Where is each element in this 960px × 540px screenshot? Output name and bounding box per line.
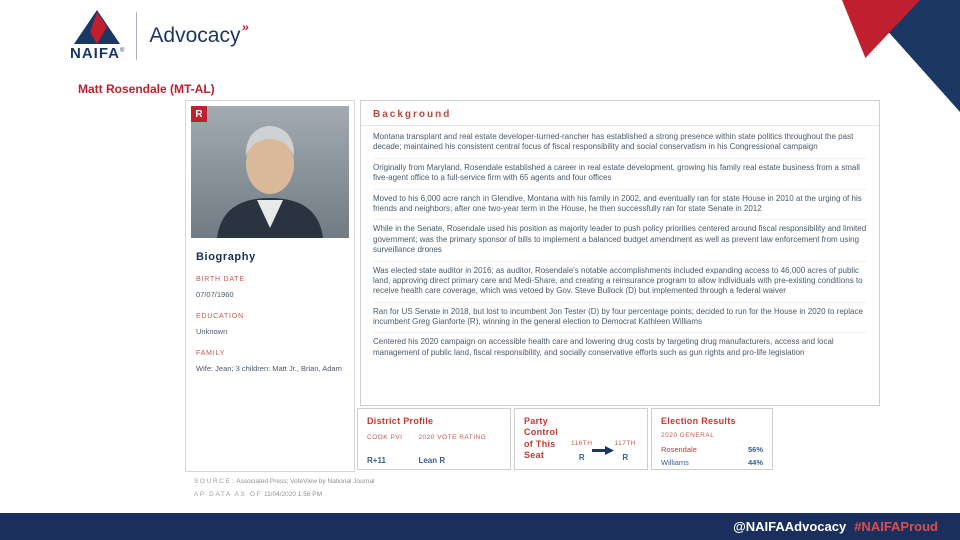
- registered-mark: ®: [120, 48, 125, 54]
- cook-pvi-stat: [367, 434, 402, 465]
- bio-value: 07/07/1960: [196, 290, 234, 299]
- vote-rating-stat: [418, 434, 486, 465]
- background-heading: Background: [361, 101, 879, 126]
- background-paragraph: Originally from Maryland, Rosendale established a career in real estate development, growing his family real estate business from a small five-agent office to a full-service firm with 65 agents and four offices: [373, 159, 867, 190]
- congress-117-label: 117TH: [614, 440, 636, 448]
- source-value: Associated Press; VoteView by National Journal: [236, 478, 375, 485]
- election-results-box: [651, 408, 773, 470]
- party-control-heading: Party Control of This Seat: [524, 416, 559, 460]
- cook-pvi-label: COOK PVI: [367, 434, 403, 442]
- candidate-pct: 44%: [747, 458, 763, 468]
- source-line-1: [194, 475, 375, 488]
- vote-rating-value: Lean R: [418, 456, 446, 466]
- party-control-box: [514, 408, 648, 470]
- brand-header: [70, 10, 248, 61]
- result-row-williams: [661, 458, 763, 467]
- profile-panel: [185, 100, 355, 472]
- bio-value: Wife: Jean; 3 children: Matt Jr., Brian, Adam: [196, 364, 342, 374]
- candidate-pct: 56%: [747, 445, 763, 455]
- source-label: SOURCE:: [194, 478, 235, 485]
- congress-116-label: 116TH: [570, 440, 593, 448]
- election-subheading: 2020 GENERAL: [661, 432, 715, 440]
- ap-data-value: 11/04/2020 1:56 PM: [263, 491, 322, 498]
- bio-label: EDUCATION: [196, 313, 244, 321]
- congress-117-stat: [614, 440, 636, 462]
- background-paragraphs: [361, 126, 879, 363]
- background-panel: [360, 100, 880, 406]
- portrait-placeholder-icon: [191, 106, 349, 238]
- arrow-right-icon: [592, 442, 614, 460]
- district-profile-heading: District Profile: [367, 416, 434, 426]
- congress-116-value: R: [578, 453, 585, 462]
- page-title: Matt Rosendale (MT-AL): [78, 82, 215, 96]
- naifa-triangle-icon: [74, 10, 120, 44]
- congress-117-value: R: [622, 453, 629, 462]
- background-paragraph: While in the Senate, Rosendale used his position as majority leader to push policy priorities centered around fiscal responsibility and limited government; was the primary sponsor of bills to implement a balanced budget amendment as well as prevent law enforcement from using surveillance drones: [373, 220, 867, 261]
- party-badge: R: [191, 106, 207, 122]
- background-paragraph: Centered his 2020 campaign on accessible health care and lowering drug costs by targeting drug manufacturers, access and local management of public land, fiscal responsibility, and socially conservative efforts such as gun rights and pro-life legislation: [373, 337, 834, 357]
- district-profile-box: [357, 408, 511, 470]
- bio-label: BIRTH DATE: [196, 276, 245, 283]
- party-control-heading-wrap: [524, 416, 565, 464]
- naifa-logo: [70, 10, 124, 61]
- chevrons-icon: ››: [241, 19, 250, 34]
- bio-field-education: [186, 313, 354, 337]
- portrait-photo: [191, 106, 349, 238]
- result-row-rosendale: [661, 445, 763, 454]
- background-paragraph: Ran for US Senate in 2018, but lost to incumbent Jon Tester (D) by four percentage points; decided to run for the House in 2020 to replace incumbent Greg Gianforte (R), winning in the general election to Democrat Kathleen Williams: [373, 303, 867, 334]
- logo-divider: [136, 12, 137, 60]
- logo-advocacy-text: Advocacy: [149, 23, 241, 47]
- background-paragraph: Moved to his 6,000 acre ranch in Glendive, Montana with his family in 2002, and eventually ran for state House in 2010 at the urging of his friends and neighbors; after one two-year term in the House, he then successfully ran for state Senate in 2012: [373, 190, 867, 221]
- election-results-heading: Election Results: [661, 416, 736, 426]
- logo-wordmark: [70, 46, 124, 61]
- footer-bar: [0, 513, 960, 540]
- cook-pvi-value: R+11: [367, 456, 386, 466]
- district-profile-stats: [367, 434, 501, 465]
- source-line-2: [194, 488, 375, 501]
- candidate-name: Williams: [661, 458, 689, 468]
- background-paragraph: Montana transplant and real estate developer-turned-rancher has established a strong presence within state politics throughout the past decade; maintained his consistent central focus of fiscal responsibility and social conservatism in his Congressional campaign: [373, 128, 867, 159]
- social-handle: @NAIFAAdvocacy: [733, 519, 847, 534]
- congress-116-stat: [571, 440, 593, 462]
- bio-field-birthdate: [186, 276, 354, 300]
- bio-field-family: [186, 350, 354, 374]
- party-control-stats: [565, 416, 638, 464]
- background-paragraph: Was elected state auditor in 2016; as auditor, Rosendale's notable accomplishments included expanding access to 46,000 acres of public land, approving direct primary care and Medi-Share, and creating a reinsurance program to allow individuals with pre-existing conditions to receive health care coverage, which was vetoed by Gov. Steve Bullock (D) but implemented through a federal waiver: [373, 262, 867, 303]
- candidate-name: Rosendale: [661, 445, 697, 455]
- ap-data-label: AP DATA AS OF: [194, 491, 263, 498]
- vote-rating-label: 2020 VOTE RATING: [418, 434, 487, 442]
- source-note: [194, 475, 375, 501]
- logo-text: NAIFA: [70, 45, 120, 62]
- bio-label: FAMILY: [196, 350, 226, 358]
- biography-heading: Biography: [196, 251, 256, 263]
- social-hashtag: #NAIFAProud: [854, 519, 938, 534]
- bio-value: Unknown: [196, 327, 228, 337]
